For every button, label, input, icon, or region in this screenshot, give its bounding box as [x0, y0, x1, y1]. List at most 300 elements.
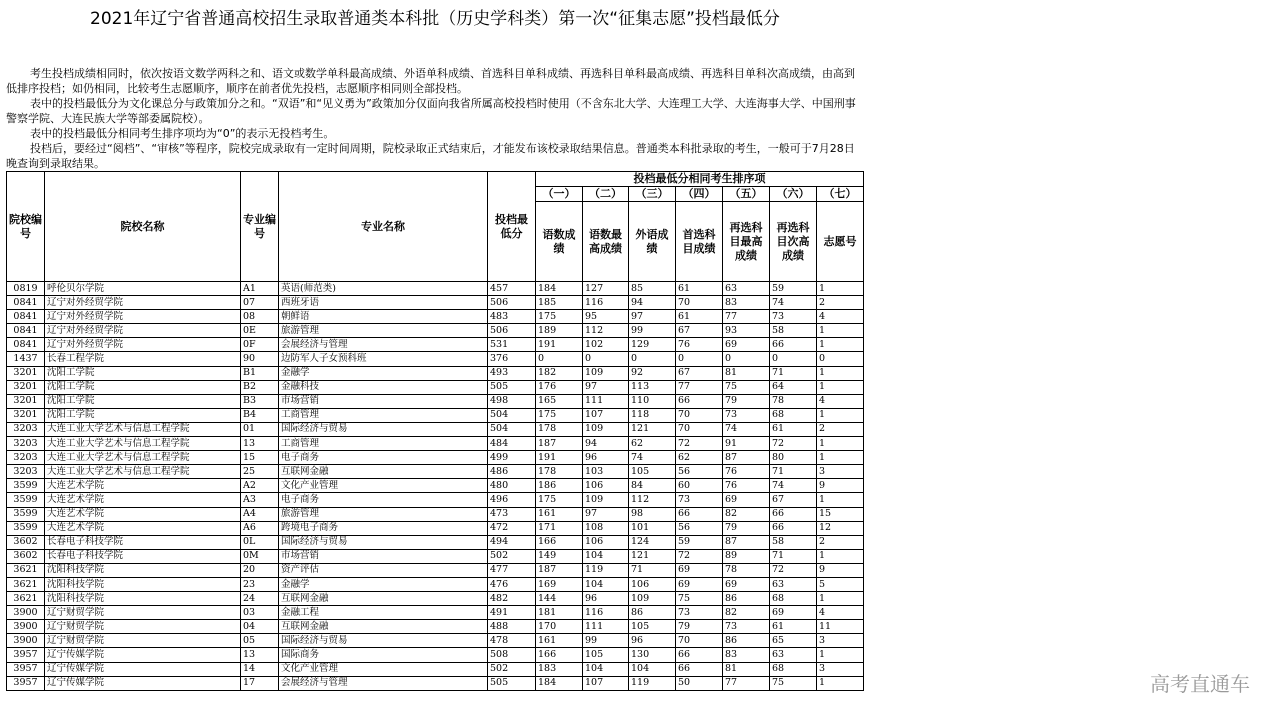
cell-major-name: 旅游管理: [279, 507, 488, 521]
cell-rank-4: 66: [676, 648, 723, 662]
cell-rank-4: 56: [676, 521, 723, 535]
col-header-school-name: 院校名称: [45, 172, 241, 282]
cell-rank-3: 130: [629, 648, 676, 662]
cell-rank-1: 187: [536, 437, 583, 451]
table-row: [7, 338, 864, 352]
cell-rank-3: 121: [629, 422, 676, 436]
cell-major-name: 西班牙语: [279, 296, 488, 310]
cell-major-name: 互联网金融: [279, 620, 488, 634]
cell-school-code: 0841: [7, 310, 45, 324]
cell-major-code: 0M: [241, 549, 279, 563]
cell-rank-6: 72: [770, 563, 817, 577]
cell-school-name: 大连工业大学艺术与信息工程学院: [45, 437, 241, 451]
cell-major-code: B2: [241, 380, 279, 394]
table-row: [7, 479, 864, 493]
cell-rank-2: 108: [583, 521, 629, 535]
cell-rank-5: 77: [723, 676, 770, 690]
cell-major-name: 电子商务: [279, 451, 488, 465]
cell-major-code: 0F: [241, 338, 279, 352]
cell-rank-5: 73: [723, 408, 770, 422]
cell-rank-4: 69: [676, 563, 723, 577]
sub-col-number: （七）: [817, 187, 864, 202]
cell-school-code: 0819: [7, 282, 45, 296]
cell-rank-7: 1: [817, 437, 864, 451]
cell-rank-5: 78: [723, 563, 770, 577]
cell-school-name: 沈阳工学院: [45, 408, 241, 422]
cell-rank-7: 1: [817, 592, 864, 606]
cell-rank-3: 62: [629, 437, 676, 451]
cell-school-name: 辽宁传媒学院: [45, 676, 241, 690]
cell-rank-7: 4: [817, 606, 864, 620]
cell-rank-4: 77: [676, 380, 723, 394]
cell-rank-6: 78: [770, 394, 817, 408]
cell-rank-1: 161: [536, 634, 583, 648]
cell-school-code: 3621: [7, 563, 45, 577]
cell-rank-3: 105: [629, 465, 676, 479]
cell-major-code: 90: [241, 352, 279, 366]
cell-rank-6: 72: [770, 437, 817, 451]
cell-min-score: 508: [488, 648, 536, 662]
cell-major-code: A1: [241, 282, 279, 296]
cell-major-name: 资产评估: [279, 563, 488, 577]
cell-major-code: A4: [241, 507, 279, 521]
cell-rank-2: 106: [583, 479, 629, 493]
cell-school-code: 3203: [7, 451, 45, 465]
cell-rank-3: 96: [629, 634, 676, 648]
cell-min-score: 491: [488, 606, 536, 620]
sub-col-number: （六）: [770, 187, 817, 202]
cell-rank-7: 12: [817, 521, 864, 535]
cell-rank-1: 191: [536, 451, 583, 465]
cell-rank-2: 97: [583, 507, 629, 521]
cell-major-name: 金融学: [279, 366, 488, 380]
table-row: [7, 620, 864, 634]
cell-rank-4: 70: [676, 422, 723, 436]
cell-rank-2: 116: [583, 606, 629, 620]
cell-min-score: 494: [488, 535, 536, 549]
cell-min-score: 505: [488, 380, 536, 394]
cell-school-code: 0841: [7, 296, 45, 310]
col-header-min-score: 投档最低分: [488, 172, 536, 282]
cell-rank-6: 63: [770, 648, 817, 662]
cell-min-score: 376: [488, 352, 536, 366]
cell-rank-7: 1: [817, 324, 864, 338]
cell-rank-7: 1: [817, 676, 864, 690]
cell-school-code: 3203: [7, 422, 45, 436]
sub-col-label: 外语成绩: [629, 202, 676, 282]
cell-rank-5: 83: [723, 296, 770, 310]
cell-rank-4: 73: [676, 606, 723, 620]
cell-rank-2: 116: [583, 296, 629, 310]
cell-school-code: 3900: [7, 634, 45, 648]
cell-major-code: B1: [241, 366, 279, 380]
cell-major-name: 英语(师范类): [279, 282, 488, 296]
cell-min-score: 484: [488, 437, 536, 451]
cell-school-name: 沈阳科技学院: [45, 577, 241, 591]
sub-col-number: （三）: [629, 187, 676, 202]
cell-rank-6: 63: [770, 577, 817, 591]
table-row: [7, 408, 864, 422]
cell-major-name: 国际商务: [279, 648, 488, 662]
sub-col-label: 再选科目最高成绩: [723, 202, 770, 282]
sub-col-number: （四）: [676, 187, 723, 202]
sub-col-label: 志愿号: [817, 202, 864, 282]
cell-rank-4: 69: [676, 577, 723, 591]
cell-rank-6: 64: [770, 380, 817, 394]
col-header-group: 投档最低分相同考生排序项: [536, 172, 864, 187]
cell-rank-3: 86: [629, 606, 676, 620]
cell-rank-1: 189: [536, 324, 583, 338]
cell-rank-7: 9: [817, 479, 864, 493]
cell-rank-3: 118: [629, 408, 676, 422]
cell-major-name: 金融科技: [279, 380, 488, 394]
cell-rank-6: 58: [770, 535, 817, 549]
cell-rank-4: 67: [676, 324, 723, 338]
cell-rank-2: 99: [583, 634, 629, 648]
cell-min-score: 498: [488, 394, 536, 408]
cell-rank-7: 1: [817, 282, 864, 296]
cell-rank-7: 4: [817, 310, 864, 324]
table-row: [7, 366, 864, 380]
cell-school-code: 3957: [7, 662, 45, 676]
cell-rank-6: 65: [770, 634, 817, 648]
cell-min-score: 482: [488, 592, 536, 606]
cell-rank-2: 104: [583, 577, 629, 591]
cell-rank-5: 86: [723, 634, 770, 648]
cell-rank-2: 103: [583, 465, 629, 479]
cell-rank-4: 62: [676, 451, 723, 465]
table-row: [7, 549, 864, 563]
table-row: [7, 380, 864, 394]
cell-school-name: 大连艺术学院: [45, 521, 241, 535]
cell-major-code: B3: [241, 394, 279, 408]
sub-col-label: 首选科目成绩: [676, 202, 723, 282]
cell-major-name: 工商管理: [279, 408, 488, 422]
sub-col-label: 语数成绩: [536, 202, 583, 282]
cell-rank-5: 91: [723, 437, 770, 451]
sub-col-label: 语数最高成绩: [583, 202, 629, 282]
cell-school-name: 大连工业大学艺术与信息工程学院: [45, 465, 241, 479]
cell-school-name: 辽宁财贸学院: [45, 620, 241, 634]
cell-min-score: 473: [488, 507, 536, 521]
cell-rank-6: 75: [770, 676, 817, 690]
cell-school-name: 大连艺术学院: [45, 493, 241, 507]
cell-rank-6: 0: [770, 352, 817, 366]
cell-school-code: 3599: [7, 479, 45, 493]
notes: [6, 66, 862, 171]
table-row: [7, 521, 864, 535]
table-row: [7, 422, 864, 436]
cell-rank-2: 105: [583, 648, 629, 662]
cell-rank-1: 0: [536, 352, 583, 366]
cell-rank-5: 79: [723, 394, 770, 408]
cell-major-name: 国际经济与贸易: [279, 535, 488, 549]
cell-major-name: 国际经济与贸易: [279, 634, 488, 648]
cell-school-name: 辽宁传媒学院: [45, 662, 241, 676]
cell-min-score: 493: [488, 366, 536, 380]
cell-major-code: 05: [241, 634, 279, 648]
cell-rank-5: 87: [723, 451, 770, 465]
cell-rank-3: 112: [629, 493, 676, 507]
table-row: [7, 465, 864, 479]
table-row: [7, 324, 864, 338]
watermark: 高考直通车: [1150, 672, 1250, 696]
cell-rank-3: 94: [629, 296, 676, 310]
cell-rank-7: 3: [817, 465, 864, 479]
cell-rank-1: 182: [536, 366, 583, 380]
table-row: [7, 606, 864, 620]
cell-school-name: 大连艺术学院: [45, 507, 241, 521]
cell-rank-4: 61: [676, 310, 723, 324]
cell-rank-5: 82: [723, 606, 770, 620]
cell-rank-7: 2: [817, 535, 864, 549]
cell-school-name: 沈阳工学院: [45, 380, 241, 394]
cell-school-code: 3957: [7, 676, 45, 690]
cell-rank-3: 92: [629, 366, 676, 380]
cell-rank-6: 66: [770, 338, 817, 352]
cell-rank-2: 104: [583, 549, 629, 563]
cell-school-name: 大连工业大学艺术与信息工程学院: [45, 422, 241, 436]
cell-rank-6: 71: [770, 366, 817, 380]
cell-rank-5: 73: [723, 620, 770, 634]
table-row: [7, 282, 864, 296]
cell-school-name: 大连艺术学院: [45, 479, 241, 493]
cell-major-code: 03: [241, 606, 279, 620]
cell-rank-2: 109: [583, 366, 629, 380]
cell-school-code: 0841: [7, 324, 45, 338]
cell-major-name: 会展经济与管理: [279, 676, 488, 690]
cell-rank-1: 178: [536, 465, 583, 479]
cell-school-code: 3201: [7, 408, 45, 422]
cell-rank-5: 83: [723, 648, 770, 662]
cell-school-name: 辽宁对外经贸学院: [45, 338, 241, 352]
cell-rank-1: 166: [536, 535, 583, 549]
cell-rank-6: 61: [770, 422, 817, 436]
cell-major-code: B4: [241, 408, 279, 422]
cell-rank-4: 72: [676, 437, 723, 451]
cell-rank-1: 171: [536, 521, 583, 535]
cell-rank-5: 63: [723, 282, 770, 296]
cell-major-name: 边防军人子女预科班: [279, 352, 488, 366]
cell-rank-5: 75: [723, 380, 770, 394]
cell-min-score: 504: [488, 408, 536, 422]
cell-school-code: 3900: [7, 620, 45, 634]
cell-school-code: 1437: [7, 352, 45, 366]
cell-rank-1: 183: [536, 662, 583, 676]
cell-major-code: A2: [241, 479, 279, 493]
cell-major-code: 24: [241, 592, 279, 606]
cell-rank-1: 185: [536, 296, 583, 310]
cell-rank-3: 119: [629, 676, 676, 690]
cell-rank-6: 69: [770, 606, 817, 620]
cell-rank-1: 169: [536, 577, 583, 591]
cell-rank-5: 69: [723, 577, 770, 591]
cell-school-code: 3621: [7, 577, 45, 591]
cell-rank-1: 175: [536, 310, 583, 324]
table-row: [7, 648, 864, 662]
cell-rank-6: 74: [770, 479, 817, 493]
cell-rank-4: 73: [676, 493, 723, 507]
cell-rank-3: 84: [629, 479, 676, 493]
cell-rank-2: 119: [583, 563, 629, 577]
cell-major-name: 跨境电子商务: [279, 521, 488, 535]
cell-rank-6: 66: [770, 507, 817, 521]
sub-col-number: （五）: [723, 187, 770, 202]
cell-major-name: 工商管理: [279, 437, 488, 451]
cell-rank-1: 175: [536, 408, 583, 422]
cell-rank-7: 2: [817, 422, 864, 436]
cell-min-score: 506: [488, 324, 536, 338]
cell-rank-3: 99: [629, 324, 676, 338]
cell-rank-3: 105: [629, 620, 676, 634]
cell-min-score: 457: [488, 282, 536, 296]
cell-rank-4: 76: [676, 338, 723, 352]
cell-min-score: 480: [488, 479, 536, 493]
cell-rank-3: 71: [629, 563, 676, 577]
table-row: [7, 296, 864, 310]
cell-rank-1: 176: [536, 380, 583, 394]
cell-rank-6: 71: [770, 465, 817, 479]
cell-rank-7: 0: [817, 352, 864, 366]
cell-major-name: 国际经济与贸易: [279, 422, 488, 436]
table-row: [7, 592, 864, 606]
cell-rank-5: 82: [723, 507, 770, 521]
cell-rank-6: 68: [770, 408, 817, 422]
cell-rank-5: 79: [723, 521, 770, 535]
cell-rank-4: 50: [676, 676, 723, 690]
cell-rank-2: 0: [583, 352, 629, 366]
cell-rank-5: 89: [723, 549, 770, 563]
cell-rank-7: 1: [817, 366, 864, 380]
cell-rank-2: 107: [583, 676, 629, 690]
cell-rank-4: 66: [676, 507, 723, 521]
cell-min-score: 496: [488, 493, 536, 507]
cell-rank-5: 81: [723, 662, 770, 676]
cell-rank-6: 68: [770, 592, 817, 606]
cell-rank-5: 69: [723, 338, 770, 352]
cell-major-name: 市场营销: [279, 549, 488, 563]
cell-rank-7: 4: [817, 394, 864, 408]
cell-min-score: 506: [488, 296, 536, 310]
cell-rank-3: 109: [629, 592, 676, 606]
cell-school-code: 3957: [7, 648, 45, 662]
cell-min-score: 502: [488, 549, 536, 563]
cell-rank-2: 111: [583, 394, 629, 408]
cell-major-name: 文化产业管理: [279, 662, 488, 676]
cell-school-name: 沈阳工学院: [45, 394, 241, 408]
cell-min-score: 488: [488, 620, 536, 634]
cell-school-name: 长春工程学院: [45, 352, 241, 366]
cell-rank-5: 0: [723, 352, 770, 366]
cell-major-code: 0E: [241, 324, 279, 338]
cell-rank-4: 72: [676, 549, 723, 563]
cell-major-code: A3: [241, 493, 279, 507]
table-row: [7, 451, 864, 465]
cell-major-name: 朝鲜语: [279, 310, 488, 324]
cell-school-code: 3599: [7, 493, 45, 507]
cell-school-code: 3900: [7, 606, 45, 620]
cell-major-code: 01: [241, 422, 279, 436]
cell-rank-7: 9: [817, 563, 864, 577]
cell-rank-1: 170: [536, 620, 583, 634]
cell-major-code: 25: [241, 465, 279, 479]
cell-rank-5: 76: [723, 465, 770, 479]
table-row: [7, 352, 864, 366]
table-row: [7, 634, 864, 648]
cell-school-code: 3602: [7, 535, 45, 549]
cell-rank-4: 70: [676, 634, 723, 648]
cell-rank-4: 56: [676, 465, 723, 479]
cell-major-code: 08: [241, 310, 279, 324]
cell-rank-7: 3: [817, 634, 864, 648]
cell-rank-3: 106: [629, 577, 676, 591]
cell-rank-3: 121: [629, 549, 676, 563]
cell-rank-4: 66: [676, 662, 723, 676]
cell-rank-6: 80: [770, 451, 817, 465]
cell-min-score: 531: [488, 338, 536, 352]
cell-rank-2: 96: [583, 451, 629, 465]
cell-rank-3: 97: [629, 310, 676, 324]
cell-rank-2: 104: [583, 662, 629, 676]
note-paragraph: 表中的投档最低分为文化课总分与政策加分之和。“双语”和“见义勇为”政策加分仅面向我省所属高校投档时使用（不含东北大学、大连理工大学、大连海事大学、中国刑事警察学院、大连民族大学等部委属院校）。: [6, 97, 856, 125]
cell-school-name: 大连工业大学艺术与信息工程学院: [45, 451, 241, 465]
cell-rank-2: 112: [583, 324, 629, 338]
table-row: [7, 563, 864, 577]
cell-rank-2: 111: [583, 620, 629, 634]
cell-school-code: 3201: [7, 394, 45, 408]
cell-school-code: 3599: [7, 521, 45, 535]
cell-rank-6: 74: [770, 296, 817, 310]
cell-school-code: 3599: [7, 507, 45, 521]
col-header-major-code: 专业编号: [241, 172, 279, 282]
cell-major-name: 互联网金融: [279, 592, 488, 606]
cell-rank-2: 109: [583, 493, 629, 507]
cell-major-name: 电子商务: [279, 493, 488, 507]
cell-rank-3: 104: [629, 662, 676, 676]
cell-major-code: 0L: [241, 535, 279, 549]
cell-rank-6: 71: [770, 549, 817, 563]
cell-min-score: 478: [488, 634, 536, 648]
cell-rank-6: 58: [770, 324, 817, 338]
cell-rank-4: 67: [676, 366, 723, 380]
cell-min-score: 499: [488, 451, 536, 465]
cell-min-score: 486: [488, 465, 536, 479]
cell-rank-4: 75: [676, 592, 723, 606]
cell-rank-2: 127: [583, 282, 629, 296]
cell-school-code: 3602: [7, 549, 45, 563]
cell-rank-1: 149: [536, 549, 583, 563]
cell-school-code: 3201: [7, 366, 45, 380]
cell-rank-4: 70: [676, 408, 723, 422]
cell-major-name: 市场营销: [279, 394, 488, 408]
cell-min-score: 477: [488, 563, 536, 577]
cell-rank-6: 59: [770, 282, 817, 296]
cell-rank-5: 86: [723, 592, 770, 606]
cell-school-name: 沈阳科技学院: [45, 592, 241, 606]
cell-rank-2: 96: [583, 592, 629, 606]
cell-rank-2: 106: [583, 535, 629, 549]
cell-rank-7: 1: [817, 493, 864, 507]
cell-rank-7: 1: [817, 408, 864, 422]
cell-major-name: 会展经济与管理: [279, 338, 488, 352]
cell-rank-7: 5: [817, 577, 864, 591]
cell-rank-2: 109: [583, 422, 629, 436]
cell-rank-2: 102: [583, 338, 629, 352]
cell-school-name: 辽宁对外经贸学院: [45, 324, 241, 338]
cell-rank-7: 1: [817, 338, 864, 352]
cell-rank-2: 107: [583, 408, 629, 422]
cell-school-code: 3203: [7, 437, 45, 451]
